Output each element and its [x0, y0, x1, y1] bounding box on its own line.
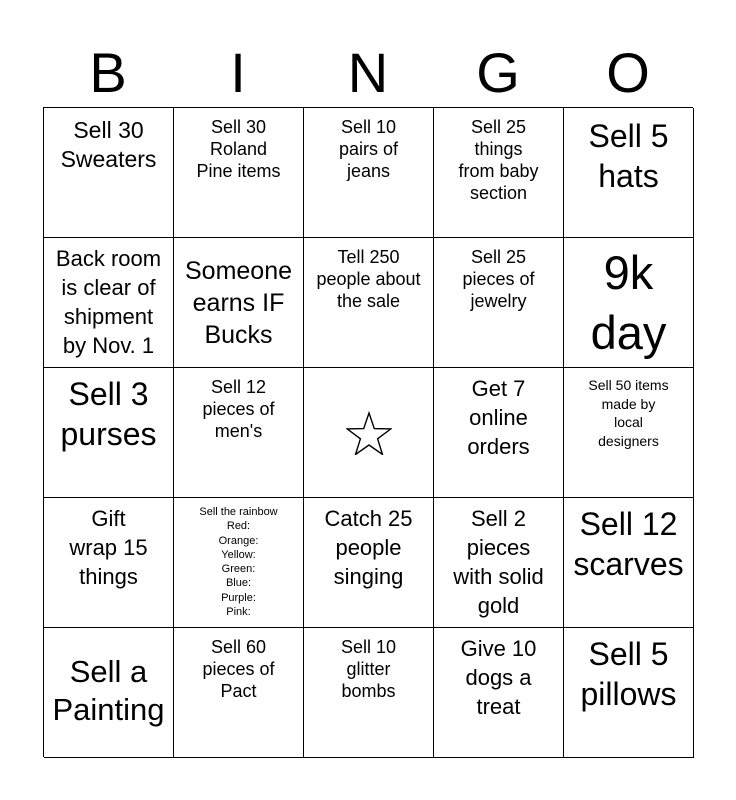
- bingo-cell[interactable]: [434, 628, 564, 758]
- bingo-cell[interactable]: [434, 498, 564, 628]
- bingo-cell[interactable]: [564, 498, 694, 628]
- bingo-cell[interactable]: [304, 238, 434, 368]
- bingo-cell[interactable]: [44, 628, 174, 758]
- cell-text: Someone earns IF Bucks: [184, 257, 293, 349]
- cell-text: Sell a Painting: [52, 654, 165, 727]
- bingo-cell[interactable]: [434, 368, 564, 498]
- cell-text: Sell 12 pieces of men's: [202, 377, 275, 441]
- bingo-cell[interactable]: [174, 108, 304, 238]
- bingo-cell[interactable]: [174, 238, 304, 368]
- cell-text: Sell 3 purses: [60, 376, 157, 452]
- cell-text: Gift wrap 15 things: [69, 506, 148, 589]
- header-letter-o: O: [606, 41, 650, 104]
- header-letter-b: B: [89, 41, 127, 104]
- cell-text: Sell 30 Sweaters: [60, 117, 157, 172]
- bingo-cell[interactable]: [44, 368, 174, 498]
- bingo-cell[interactable]: [564, 238, 694, 368]
- cell-text: Sell 5 pillows: [580, 636, 677, 712]
- cell-text: Sell 10 pairs of jeans: [338, 117, 399, 181]
- cell-text: Back room is clear of shipment by Nov. 1: [55, 246, 162, 358]
- bingo-cell[interactable]: [174, 498, 304, 628]
- cell-text: Sell 50 items made by local designers: [588, 377, 669, 449]
- cell-text: Tell 250 people about the sale: [316, 247, 421, 311]
- bingo-cell[interactable]: [44, 108, 174, 238]
- bingo-cell[interactable]: [174, 628, 304, 758]
- free-space-cell[interactable]: [304, 368, 434, 498]
- header-letter-g: G: [476, 41, 520, 104]
- cell-text: Sell 5 hats: [588, 118, 669, 194]
- bingo-cell[interactable]: [434, 108, 564, 238]
- bingo-cell[interactable]: [564, 628, 694, 758]
- header-letter-n: N: [347, 41, 389, 104]
- bingo-cell[interactable]: [564, 368, 694, 498]
- cell-text: Sell the rainbow Red: Orange: Yellow: Green: Blue: Purple: Pink:: [199, 506, 278, 619]
- header-letter-i: I: [230, 41, 246, 104]
- star-outline-icon: [346, 411, 392, 455]
- cell-text: Sell 12 scarves: [573, 506, 684, 582]
- cell-text: Get 7 online orders: [467, 376, 530, 459]
- cell-text: 9k day: [590, 246, 667, 359]
- cell-text: Sell 30 Roland Pine items: [196, 117, 281, 181]
- bingo-cell[interactable]: [44, 498, 174, 628]
- free-space: [304, 368, 433, 497]
- bingo-cell[interactable]: [304, 498, 434, 628]
- cell-text: Sell 10 glitter bombs: [340, 637, 397, 701]
- bingo-grid: [43, 107, 693, 757]
- cell-text: Sell 25 things from baby section: [458, 117, 539, 203]
- cell-text: Sell 25 pieces of jewelry: [462, 247, 535, 311]
- cell-text: Sell 2 pieces with solid gold: [453, 506, 544, 618]
- bingo-header: [43, 42, 693, 104]
- bingo-cell[interactable]: [174, 368, 304, 498]
- bingo-cell[interactable]: [44, 238, 174, 368]
- bingo-cell[interactable]: [434, 238, 564, 368]
- bingo-cell[interactable]: [564, 108, 694, 238]
- cell-text: Sell 60 pieces of Pact: [202, 637, 275, 701]
- bingo-cell[interactable]: [304, 108, 434, 238]
- cell-text: Give 10 dogs a treat: [460, 636, 537, 719]
- bingo-cell[interactable]: [304, 628, 434, 758]
- cell-text: Catch 25 people singing: [324, 506, 413, 589]
